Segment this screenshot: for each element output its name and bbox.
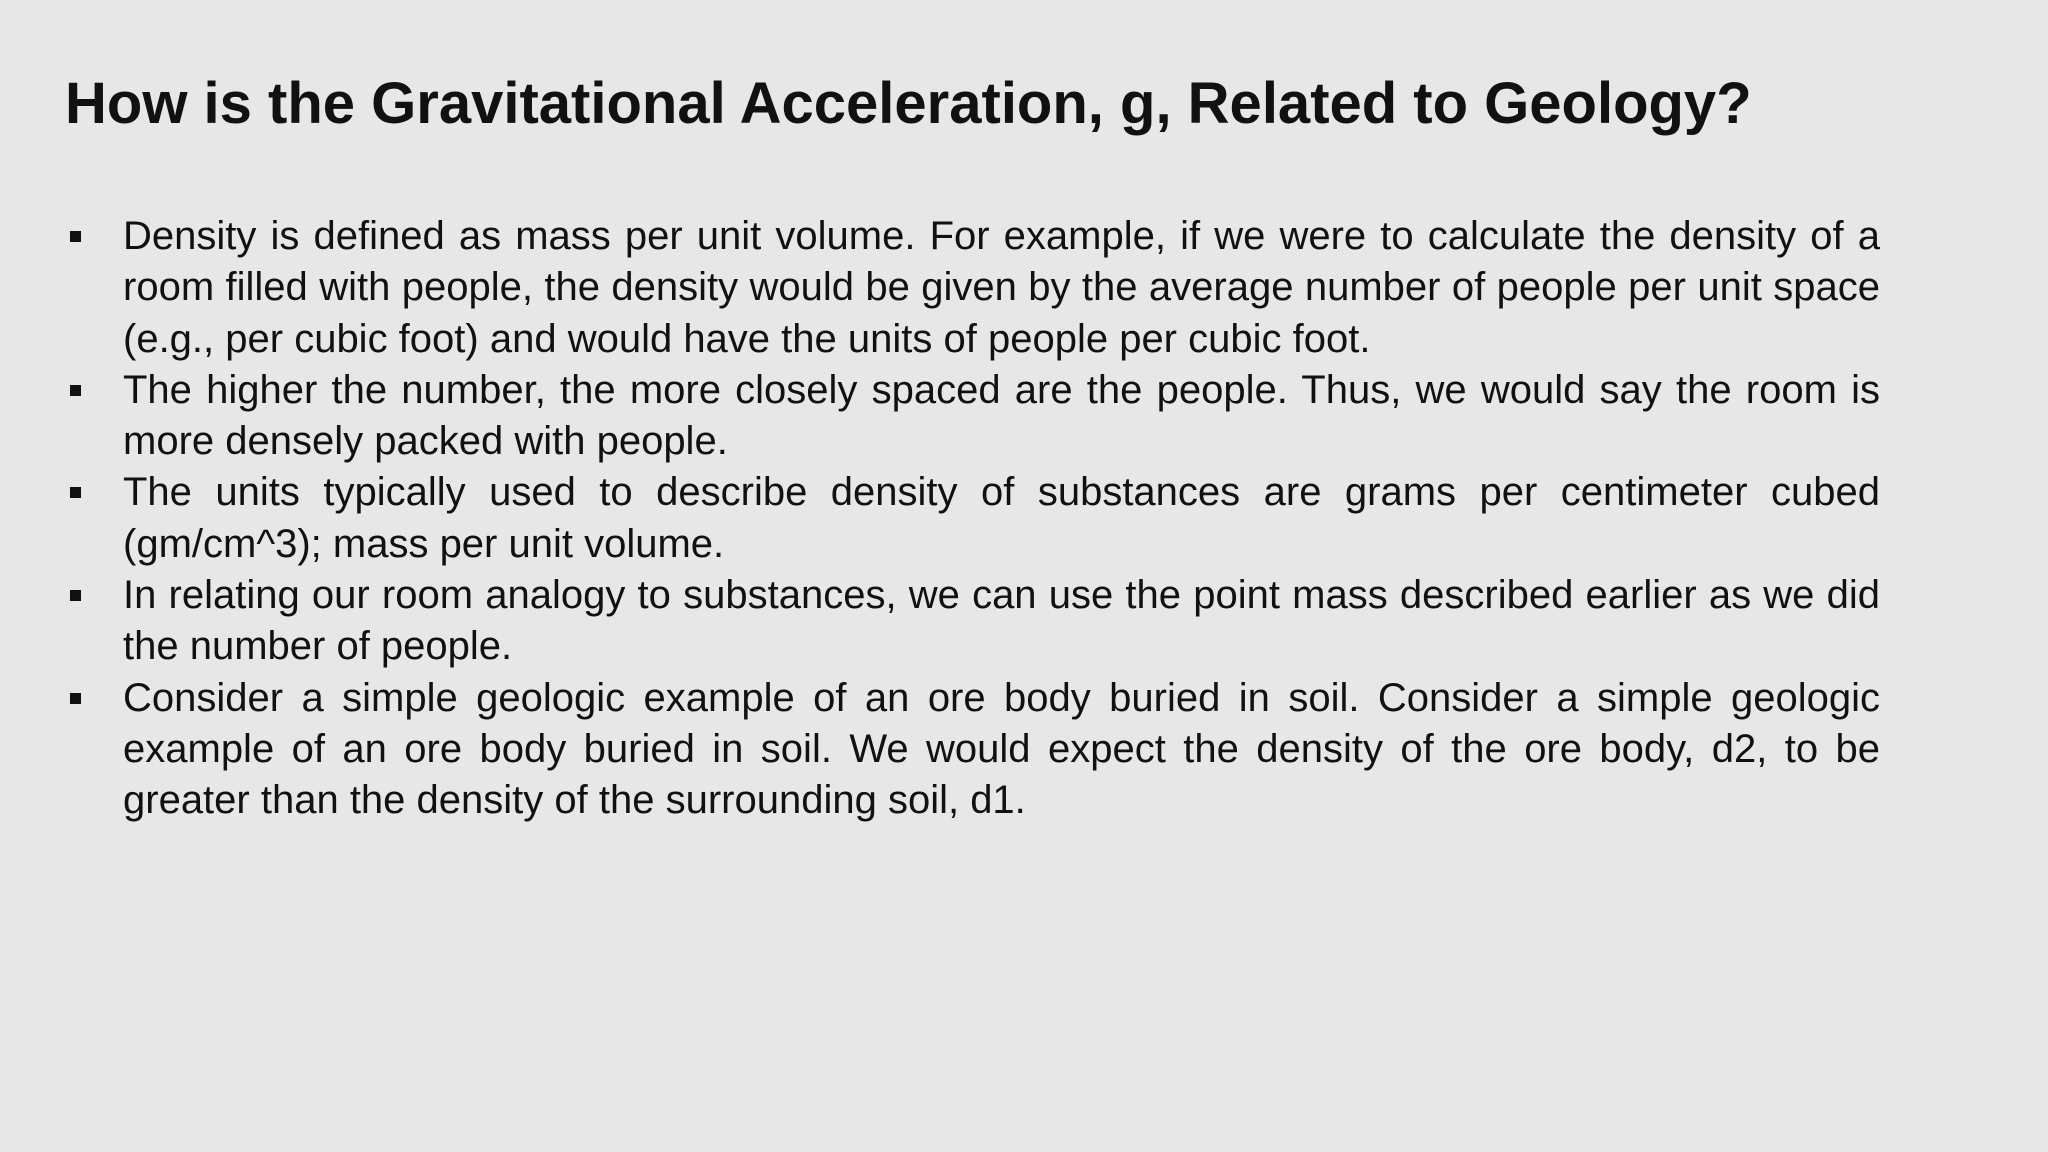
bullet-item — [65, 673, 1880, 827]
bullet-text: The higher the number, the more closely spaced are the people. Thus, we would say the room is more densely packed with people. — [123, 367, 1880, 464]
bullet-item — [65, 467, 1880, 570]
square-bullet-icon — [70, 487, 81, 498]
square-bullet-icon — [70, 693, 81, 704]
bullet-item — [65, 365, 1880, 468]
square-bullet-icon — [70, 231, 81, 242]
square-bullet-icon — [70, 590, 81, 601]
bullet-item — [65, 211, 1880, 365]
bullet-item — [65, 570, 1880, 673]
bullet-text: In relating our room analogy to substances, we can use the point mass described earlier as we did the number of people. — [123, 573, 1880, 669]
bullet-text: Density is defined as mass per unit volume. For example, if we were to calculate the density of a room filled with people, the density would be given by the average number of people per unit space (e.g., per cubic foot) and would have the units of people per cubic foot. — [123, 214, 1880, 361]
bullet-list — [65, 211, 1880, 827]
bullet-text: Consider a simple geologic example of an ore body buried in soil. Consider a simple geologic example of an ore body buried in soil. We would expect the density of the ore body, d2, to be greater than the density of the surrounding soil, d1. — [123, 675, 1880, 823]
slide-title: How is the Gravitational Acceleration, g, Related to Geology? — [65, 71, 1752, 136]
square-bullet-icon — [70, 385, 81, 396]
bullet-text: The units typically used to describe density of substances are grams per centimeter cubed (gm/cm^3); mass per unit volume. — [123, 470, 1880, 566]
